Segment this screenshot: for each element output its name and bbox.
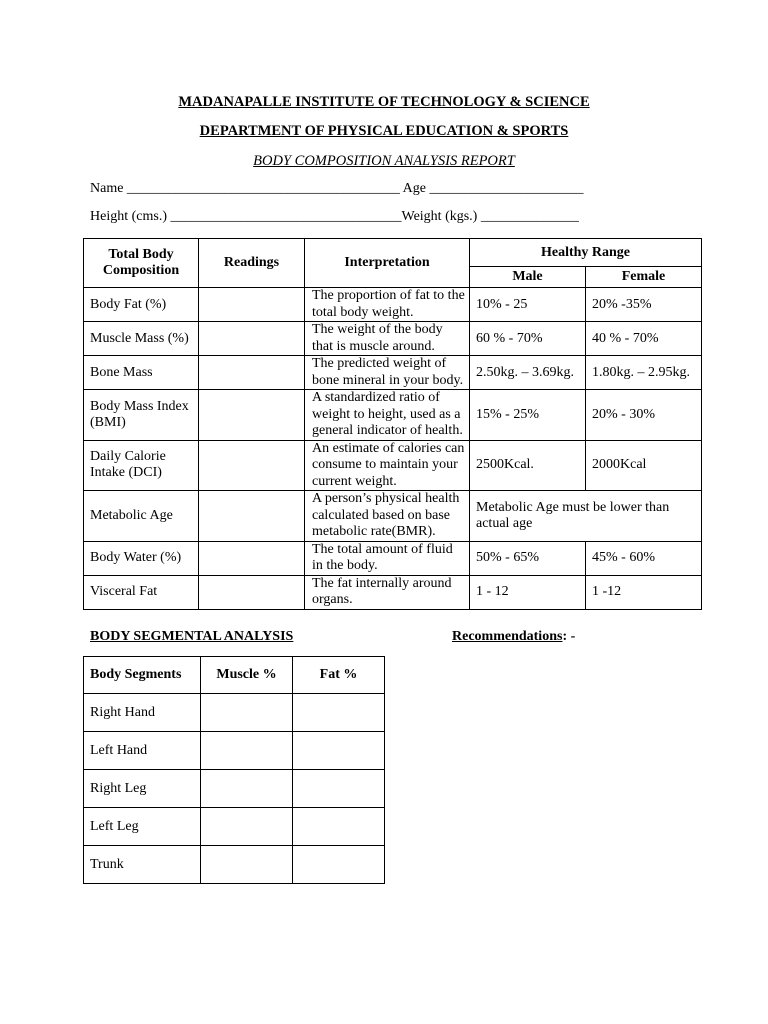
muscle-cell[interactable]: [201, 694, 293, 732]
interpretation-cell: The proportion of fat to the total body weight.: [305, 288, 470, 322]
body-segmental-table: [83, 656, 385, 884]
reading-cell[interactable]: [199, 390, 305, 441]
table-row: [84, 694, 385, 732]
header-fat-percent: Fat %: [293, 657, 385, 694]
table-row: [84, 541, 702, 575]
segment-name: Right Hand: [84, 694, 201, 732]
header-healthy-range: Healthy Range: [470, 239, 702, 267]
table-row: [84, 440, 702, 491]
interpretation-cell: The total amount of fluid in the body.: [305, 541, 470, 575]
male-range: 60 % - 70%: [470, 322, 586, 356]
female-range: 20% - 30%: [586, 390, 702, 441]
table-row: [84, 808, 385, 846]
header-readings: Readings: [199, 239, 305, 288]
component-name: Body Fat (%): [84, 288, 199, 322]
male-range: 10% - 25: [470, 288, 586, 322]
reading-cell[interactable]: [199, 322, 305, 356]
header-female: Female: [586, 267, 702, 288]
muscle-cell[interactable]: [201, 846, 293, 884]
component-name: Bone Mass: [84, 356, 199, 390]
component-name: Body Mass Index (BMI): [84, 390, 199, 441]
table-row: [84, 575, 702, 609]
male-range: 2500Kcal.: [470, 440, 586, 491]
interpretation-cell: The predicted weight of bone mineral in your body.: [305, 356, 470, 390]
component-name: Metabolic Age: [84, 491, 199, 542]
female-range: 1.80kg. – 2.95kg.: [586, 356, 702, 390]
reading-cell[interactable]: [199, 541, 305, 575]
segment-name: Left Leg: [84, 808, 201, 846]
component-name: Muscle Mass (%): [84, 322, 199, 356]
institute-title: MADANAPALLE INSTITUTE OF TECHNOLOGY & SCIENCE: [178, 94, 590, 110]
female-range: 2000Kcal: [586, 440, 702, 491]
fat-cell[interactable]: [293, 808, 385, 846]
female-range: 1 -12: [586, 575, 702, 609]
component-name: Body Water (%): [84, 541, 199, 575]
component-name: Visceral Fat: [84, 575, 199, 609]
segment-name: Right Leg: [84, 770, 201, 808]
female-range: 20% -35%: [586, 288, 702, 322]
segment-name: Trunk: [84, 846, 201, 884]
name-age-field-line[interactable]: Name _______________________________________ Age ______________________: [90, 181, 584, 196]
table-row: [84, 288, 702, 322]
table-row: [84, 491, 702, 542]
male-range: 2.50kg. – 3.69kg.: [470, 356, 586, 390]
reading-cell[interactable]: [199, 491, 305, 542]
female-range: 45% - 60%: [586, 541, 702, 575]
body-composition-table: [83, 238, 702, 610]
table-row: [84, 356, 702, 390]
reading-cell[interactable]: [199, 356, 305, 390]
fat-cell[interactable]: [293, 694, 385, 732]
table-row: [84, 846, 385, 884]
table-row: [84, 770, 385, 808]
height-weight-field-line[interactable]: Height (cms.) _________________________________Weight (kgs.) ______________: [90, 209, 579, 224]
header-total-body-composition: Total Body Composition: [84, 239, 199, 288]
male-range: 1 - 12: [470, 575, 586, 609]
table-row: [84, 322, 702, 356]
fat-cell[interactable]: [293, 846, 385, 884]
female-range: 40 % - 70%: [586, 322, 702, 356]
header-muscle-percent: Muscle %: [201, 657, 293, 694]
header-interpretation: Interpretation: [305, 239, 470, 288]
interpretation-cell: A standardized ratio of weight to height, used as a general indicator of health.: [305, 390, 470, 441]
reading-cell[interactable]: [199, 440, 305, 491]
header-body-segments: Body Segments: [84, 657, 201, 694]
reading-cell[interactable]: [199, 575, 305, 609]
segmental-analysis-title: BODY SEGMENTAL ANALYSIS: [90, 629, 294, 644]
recommendations-suffix: : -: [562, 629, 576, 644]
segment-name: Left Hand: [84, 732, 201, 770]
fat-cell[interactable]: [293, 770, 385, 808]
header-male: Male: [470, 267, 586, 288]
table-row: [84, 732, 385, 770]
muscle-cell[interactable]: [201, 732, 293, 770]
muscle-cell[interactable]: [201, 808, 293, 846]
department-title: DEPARTMENT OF PHYSICAL EDUCATION & SPORTS: [199, 123, 569, 139]
report-title: BODY COMPOSITION ANALYSIS REPORT: [253, 153, 515, 169]
male-range: 15% - 25%: [470, 390, 586, 441]
recommendations-label: [452, 629, 575, 645]
interpretation-cell: An estimate of calories can consume to maintain your current weight.: [305, 440, 470, 491]
interpretation-cell: A person’s physical health calculated based on base metabolic rate(BMR).: [305, 491, 470, 542]
fat-cell[interactable]: [293, 732, 385, 770]
interpretation-cell: The weight of the body that is muscle around.: [305, 322, 470, 356]
muscle-cell[interactable]: [201, 770, 293, 808]
interpretation-cell: The fat internally around organs.: [305, 575, 470, 609]
metabolic-age-note: Metabolic Age must be lower than actual age: [470, 491, 702, 542]
male-range: 50% - 65%: [470, 541, 586, 575]
component-name: Daily Calorie Intake (DCI): [84, 440, 199, 491]
recommendations-text: Recommendations: [452, 629, 563, 644]
reading-cell[interactable]: [199, 288, 305, 322]
table-row: [84, 390, 702, 441]
